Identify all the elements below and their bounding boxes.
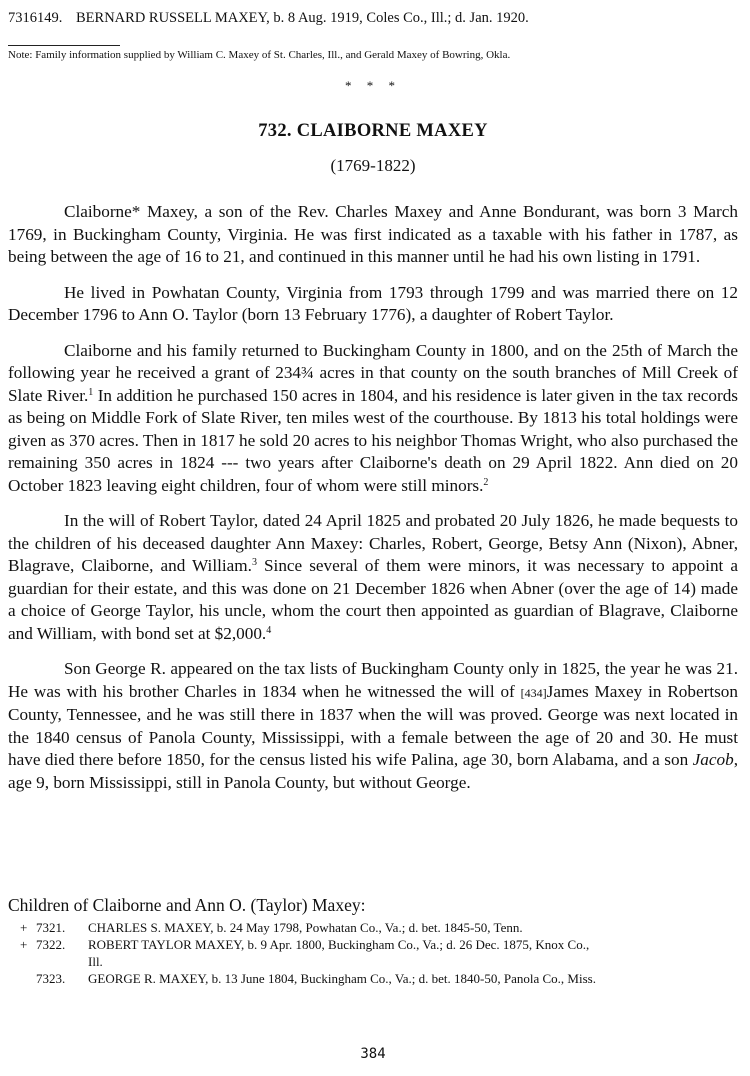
footnote-marker: 1	[88, 386, 94, 398]
paragraph	[8, 282, 738, 327]
page-reference: [434]	[520, 685, 547, 700]
children-heading: Children of Claiborne and Ann O. (Taylor) Maxey:	[8, 895, 366, 915]
entry-text: BERNARD RUSSELL MAXEY, b. 8 Aug. 1919, Coles Co., Ill.; d. Jan. 1920.	[76, 10, 529, 26]
footnote-rule	[8, 45, 120, 46]
children-list	[8, 919, 738, 987]
child-number: 7323.	[36, 971, 66, 986]
paragraph-text: In addition he purchased 150 acres in 1804, and his residence is later given in the tax records as being on Middle Fork of Slate River, ten miles west of the courthouse. By 1813 his total holdings were given as 370 acres. Then in 1817 he sold 20 acres to his neighbor Thomas Wright, who also purchased the remaining 350 acres in 1824 --- two years after Claiborne's death on 29 April 1822. Ann died on 20 October 1823 leaving eight children, four of whom were still minors.	[8, 385, 738, 495]
page-number: 384	[360, 1046, 386, 1062]
biography-body	[8, 201, 738, 807]
child-number: 7322.	[36, 937, 66, 952]
paragraph	[8, 658, 738, 794]
footnote-marker: 3	[251, 557, 257, 568]
paragraph-text: Claiborne and his family returned to Buckingham County in 1800, and on the 25th of March the following year he received a grant of 234¾ acres in that county on the south branches of Mill Creek of Slate River.	[8, 340, 738, 405]
source-note: Note: Family information supplied by William C. Maxey of St. Charles, Ill., and Gerald Maxey of Bowring, Okla.	[8, 49, 511, 61]
child-entry	[8, 919, 738, 936]
paragraph-text: Son George R. appeared on the tax lists of Buckingham County only in 1825, the year he was 21. He was with his brother Charles in 1834 when he witnessed the will of	[8, 659, 738, 701]
paragraph-text: In the will of Robert Taylor, dated 24 April 1825 and probated 20 July 1826, he made bequests to the children of his deceased daughter Ann Maxey: Charles, Robert, George, Betsy Ann (Nixon), Abner, Blagrave, Claiborne, and William.	[8, 511, 738, 575]
italic-name: Jacob	[692, 750, 734, 769]
paragraph	[8, 340, 738, 498]
section-dates: (1769-1822)	[330, 156, 416, 175]
child-text: GEORGE R. MAXEY, b. 13 June 1804, Buckingham Co., Va.; d. bet. 1840-50, Panola Co., Miss.	[88, 971, 596, 986]
paragraph-text: James Maxey in Robertson County, Tennessee, and he was still there in 1837 when the will was proved. George was next located in the 1840 census of Panola County, Mississippi, with a female between the age of 20 and 30. He must have died there before 1850, for the census listed his wife Palina, age 30, born Alabama, and a son	[8, 681, 738, 769]
footnote-marker: 4	[266, 624, 272, 636]
child-text-continued: Ill.	[88, 954, 103, 969]
descendant-marker: +	[20, 937, 28, 952]
paragraph	[8, 201, 738, 269]
entry-number: 7316149.	[8, 10, 63, 26]
child-text: ROBERT TAYLOR MAXEY, b. 9 Apr. 1800, Buckingham Co., Va.; d. 26 Dec. 1875, Knox Co.,	[88, 937, 590, 952]
child-number: 7321.	[36, 920, 66, 935]
descendant-marker: +	[20, 920, 28, 935]
section-title: 732. CLAIBORNE MAXEY	[258, 121, 488, 141]
paragraph-text: , age 9, born Mississippi, still in Panola County, but without George.	[8, 750, 738, 792]
genealogy-entry	[8, 10, 738, 27]
paragraph	[8, 510, 738, 645]
footnote-marker: 2	[483, 476, 489, 488]
paragraph-text: Claiborne* Maxey, a son of the Rev. Charles Maxey and Anne Bondurant, was born 3 March 1769, in Buckingham County, Virginia. He was first indicated as a taxable with his father in 1787, as being between the age of 16 to 21, and continued in this manner until he had his own listing in 1791.	[8, 202, 738, 266]
child-text: CHARLES S. MAXEY, b. 24 May 1798, Powhatan Co., Va.; d. bet. 1845-50, Tenn.	[88, 920, 523, 935]
child-entry	[8, 970, 738, 987]
section-separator: * * *	[345, 78, 401, 93]
child-entry	[8, 936, 738, 970]
paragraph-text: He lived in Powhatan County, Virginia from 1793 through 1799 and was married there on 12 December 1796 to Ann O. Taylor (born 13 February 1776), a daughter of Robert Taylor.	[8, 282, 738, 324]
paragraph-text: Since several of them were minors, it was necessary to appoint a guardian for their estate, and this was done on 21 December 1826 when Abner (over the age of 14) made a choice of George Taylor, his uncle, whom the court then appointed as guardian of Blagrave, Claiborne and William, with bond set at $2,000.	[8, 556, 738, 643]
